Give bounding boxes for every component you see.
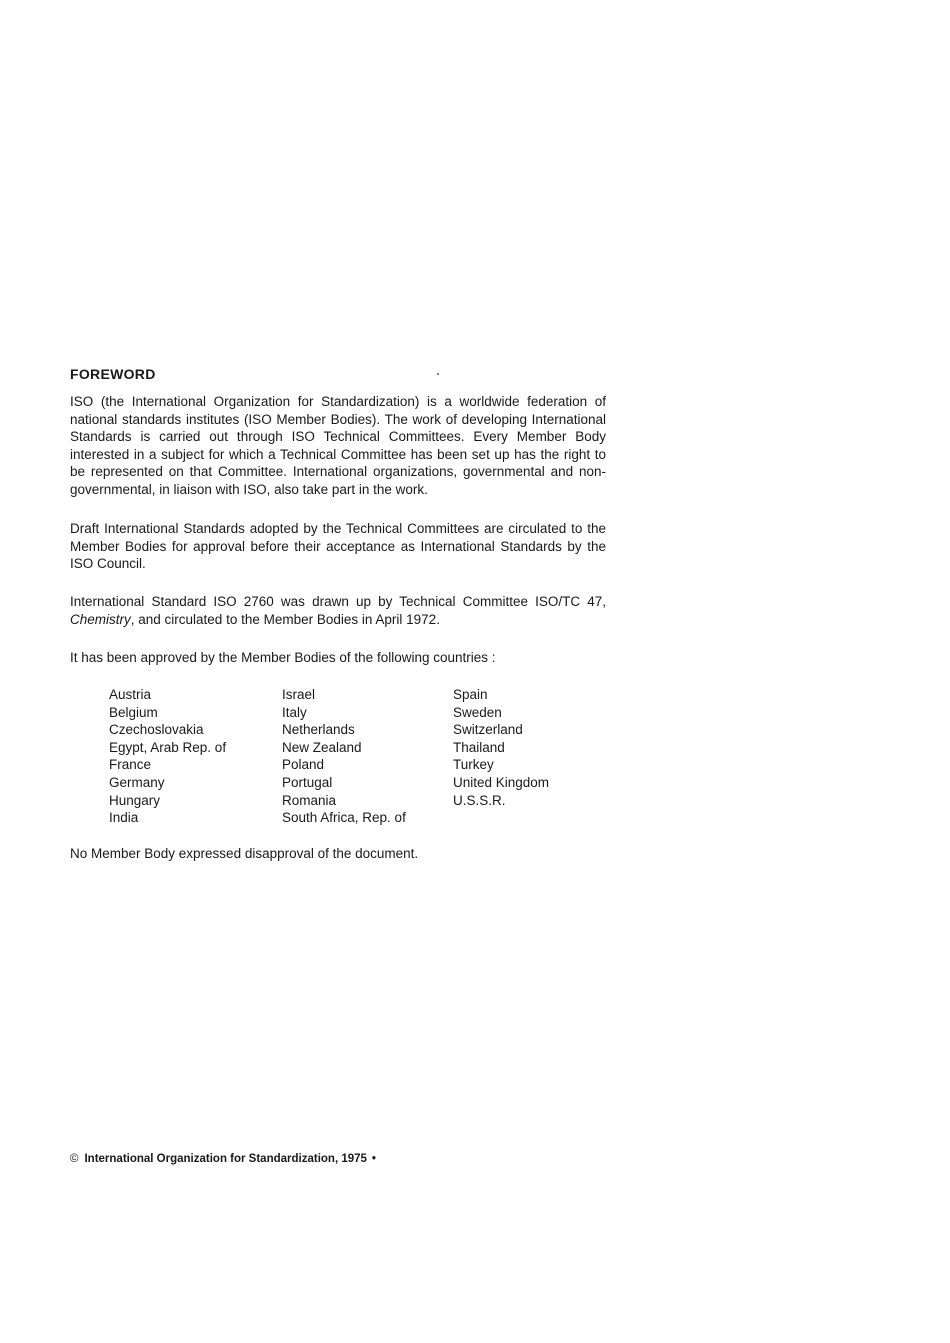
- country-item: Sweden: [453, 704, 502, 720]
- country-item: South Africa, Rep. of: [282, 810, 406, 826]
- copyright-text: International Organization for Standardization, 1975: [84, 1153, 367, 1165]
- country-item: Hungary: [109, 792, 161, 808]
- country-item: Romania: [282, 792, 337, 808]
- paragraph-approval: It has been approved by the Member Bodies of the following countries :: [70, 650, 496, 665]
- country-item: Israel: [282, 687, 316, 702]
- paragraph-draft-standards: Draft International Standards adopted by the Technical Committees are circulated to the Member Bodies for approval before their acceptance as International Standards by the ISO Council.: [70, 521, 606, 572]
- country-item: New Zealand: [282, 739, 362, 755]
- country-item: Spain: [453, 687, 488, 702]
- countries-column-2: [282, 686, 406, 827]
- country-item: Egypt, Arab Rep. of: [109, 739, 227, 755]
- country-item: U.S.S.R.: [453, 792, 506, 808]
- country-item: Switzerland: [453, 722, 523, 738]
- bullet-icon: •: [371, 1153, 376, 1165]
- standard-origin-text-end: , and circulated to the Member Bodies in April 1972.: [130, 611, 440, 627]
- paragraph-standard-origin: [70, 593, 606, 628]
- copyright-icon: ©: [70, 1153, 79, 1165]
- countries-column-1: [109, 686, 226, 827]
- standard-origin-text-start: International Standard ISO 2760 was drawn up by Technical Committee ISO/TC 47,: [70, 594, 606, 609]
- country-item: France: [109, 757, 152, 773]
- country-item: Portugal: [282, 774, 333, 790]
- country-item: Poland: [282, 757, 325, 773]
- country-item: Austria: [109, 687, 152, 702]
- country-item: Netherlands: [282, 722, 355, 738]
- country-item: Germany: [109, 774, 165, 790]
- copyright-notice: [70, 1153, 376, 1165]
- country-item: United Kingdom: [453, 774, 550, 790]
- committee-subject: Chemistry: [70, 611, 131, 627]
- country-item: Czechoslovakia: [109, 722, 204, 738]
- country-item: Belgium: [109, 704, 158, 720]
- paragraph-no-disapproval: No Member Body expressed disapproval of the document.: [70, 846, 419, 861]
- scan-speck: [437, 373, 439, 375]
- country-item: Turkey: [453, 757, 494, 773]
- country-item: Thailand: [453, 739, 505, 755]
- country-item: India: [109, 810, 139, 826]
- countries-column-3: [453, 686, 549, 809]
- foreword-heading: FOREWORD: [70, 366, 156, 382]
- paragraph-iso-intro: ISO (the International Organization for Standardization) is a worldwide federation of national standards institutes (ISO Member Bodies). The work of developing International Standards is carried out through ISO Technical Committees. Every Member Body interested in a subject for which a Technical Committee has been set up has the right to be represented on that Committee. International organizations, governmental and non-governmental, in liaison with ISO, also take part in the work.: [70, 394, 606, 497]
- country-item: Italy: [282, 704, 307, 720]
